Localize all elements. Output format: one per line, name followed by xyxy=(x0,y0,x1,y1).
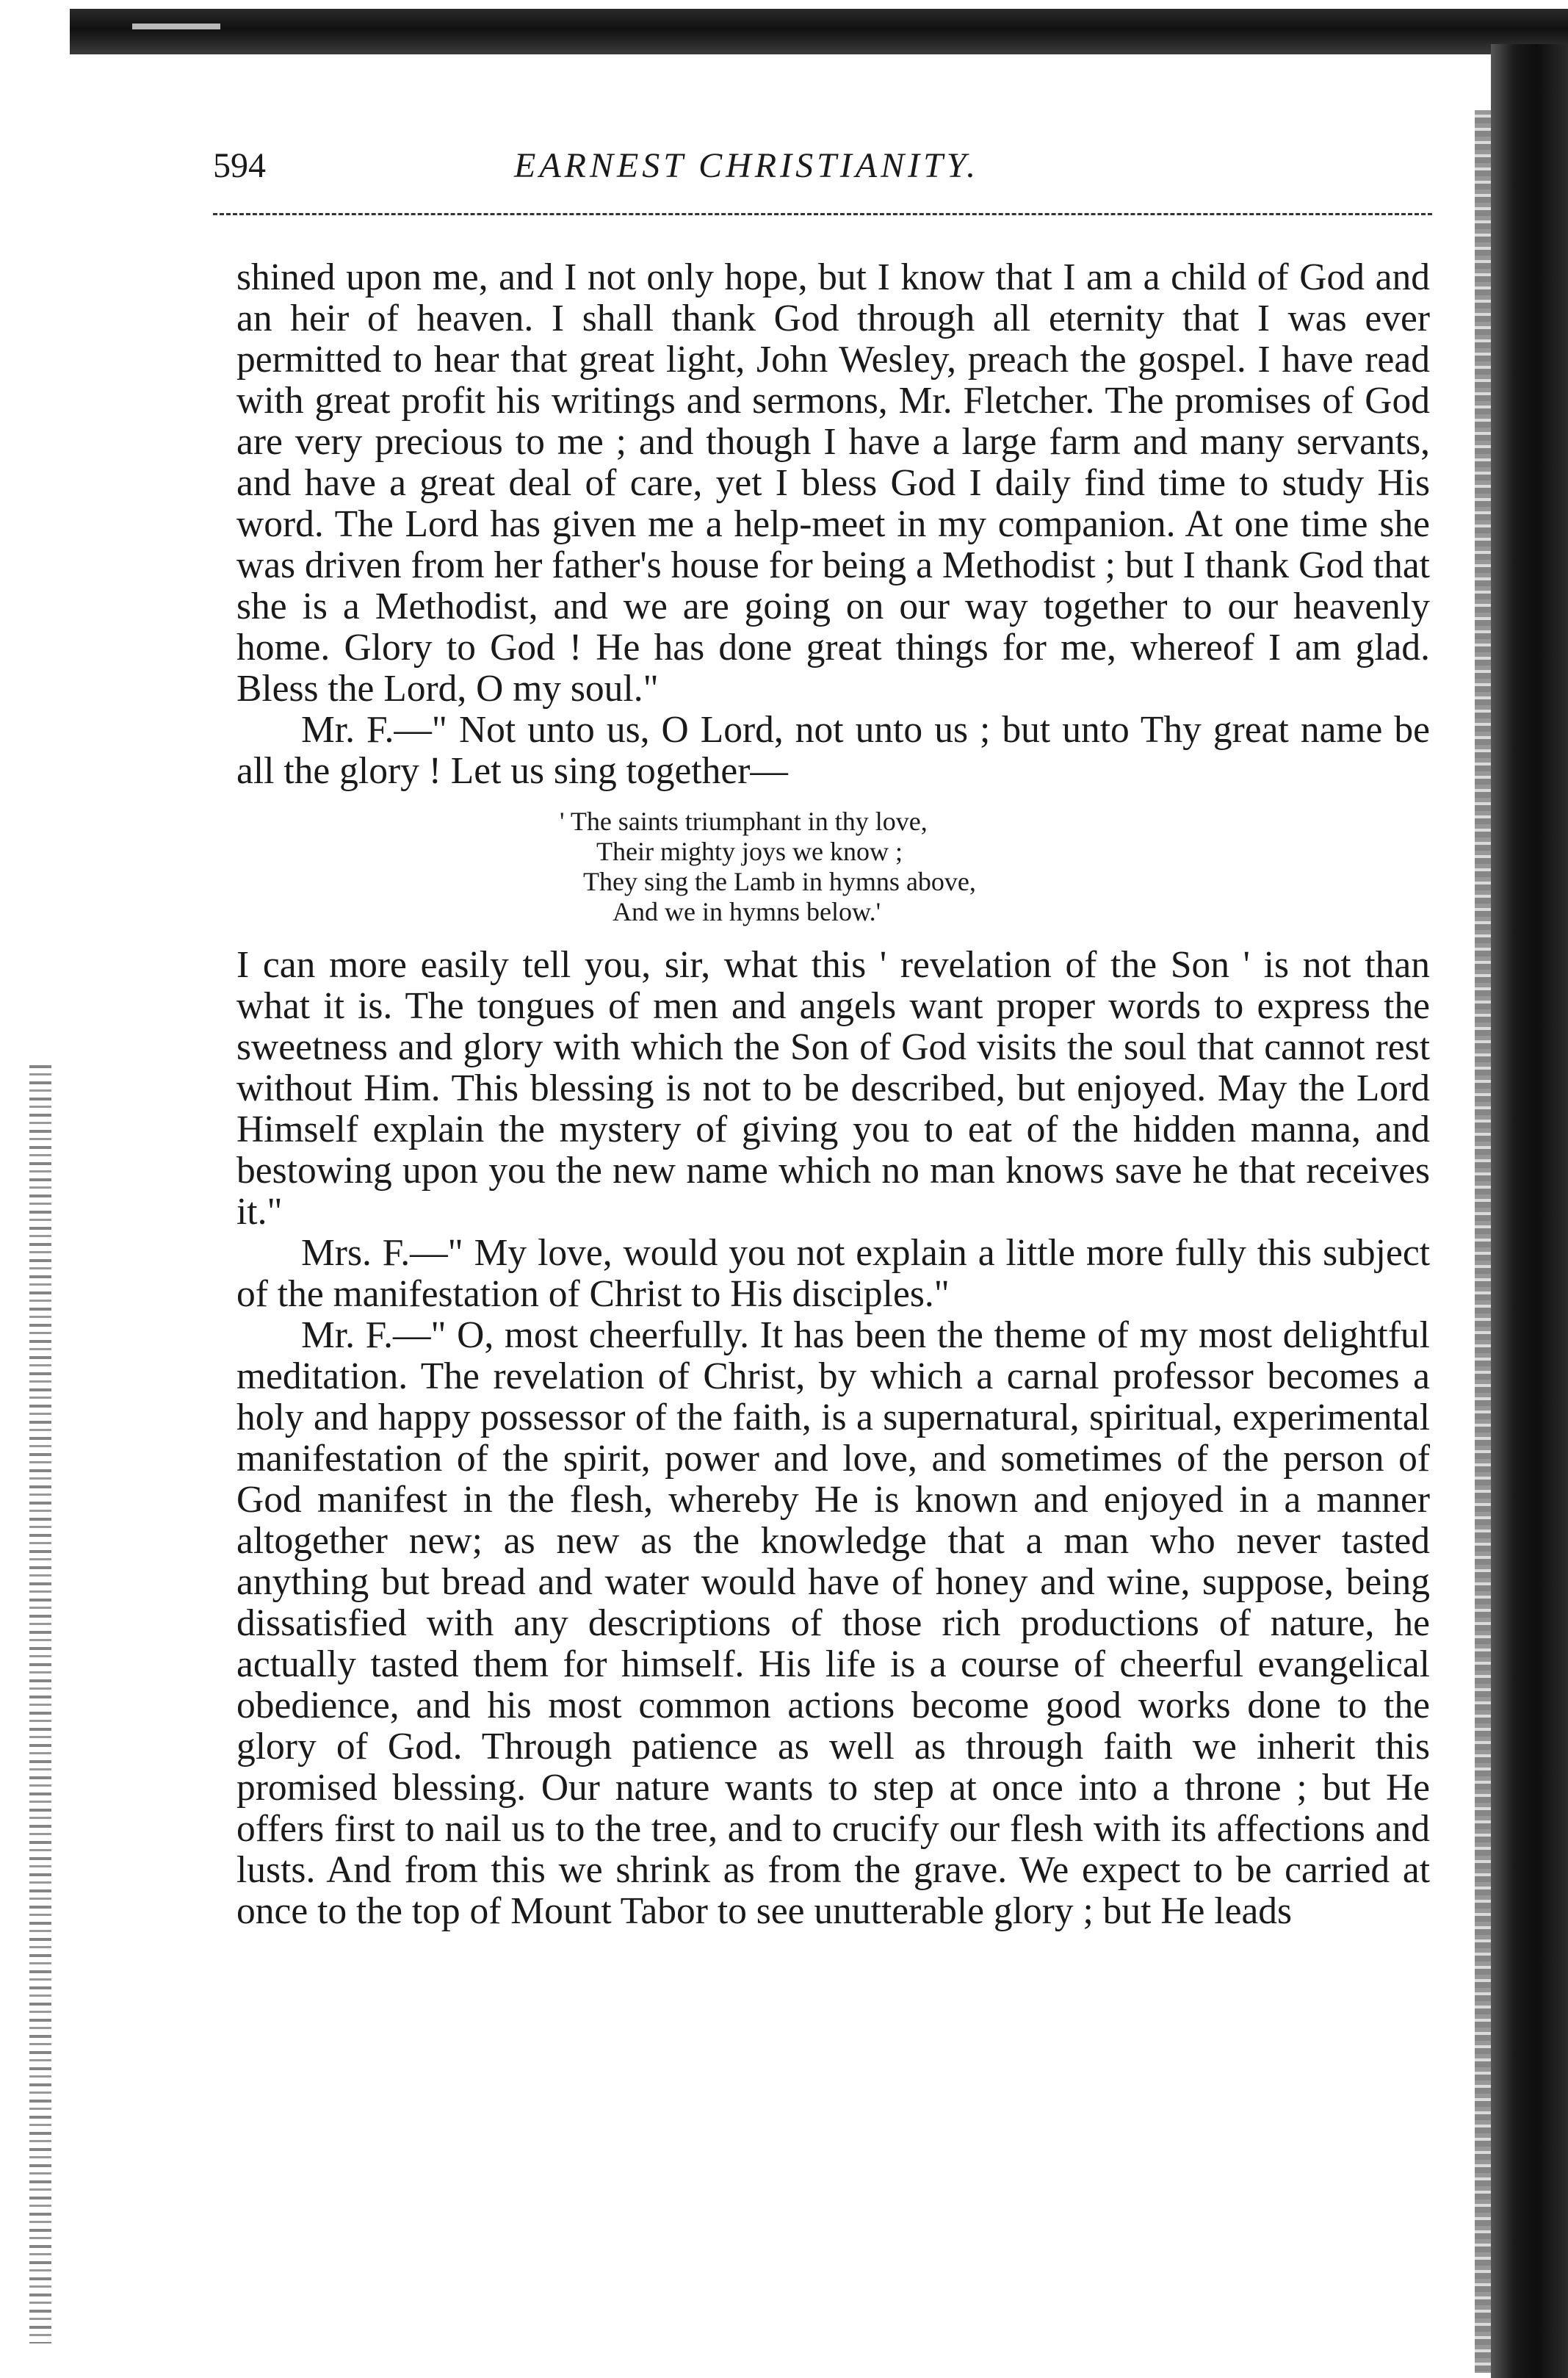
page-number: 594 xyxy=(213,146,266,185)
body-text xyxy=(236,257,1430,1932)
scan-top-edge-highlight xyxy=(132,24,220,29)
scan-binding-shadow xyxy=(1491,44,1568,2378)
verse-line: They sing the Lamb in hymns above, xyxy=(583,867,976,896)
verse-line: And we in hymns below.' xyxy=(613,897,881,926)
verse-line: ' The saints triumphant in thy love, xyxy=(560,807,928,836)
paragraph: Mr. F.—" O, most cheerfully. It has been the theme of my most delightful meditation. The revelation of Christ, by which a carnal professor becomes a holy and happy possessor of the faith, is a supernatural, spiritual, experimental manifestation of the spirit, power and love, and sometimes of the person of God manifest in the flesh, whereby He is known and enjoyed in a manner altogether new; as new as the knowledge that a man who never tasted anything but bread and water would have of honey and wine, suppose, being dissatisfied with any descriptions of those rich productions of nature, he actually tasted them for himself. His life is a course of cheerful evangelical obedience, and his most common actions become good works done to the glory of God. Through patience as well as through faith we inherit this promised blessing. Our nature wants to step at once into a throne ; but He offers first to nail us to the tree, and to crucify our flesh with its affections and lusts. And from this we shrink as from the grave. We expect to be carried at once to the top of Mount Tabor to see unutterable glory ; but He leads xyxy=(236,1314,1430,1932)
paragraph: shined upon me, and I not only hope, but I know that I am a child of God and an heir of heaven. I shall thank God through all eternity that I was ever permitted to hear that great light, John Wesley, preach the gospel. I have read with great profit his writings and sermons, Mr. Fletcher. The promises of God are very precious to me ; and though I have a large farm and many servants, and have a great deal of care, yet I bless God I daily find time to study His word. The Lord has given me a help-meet in my companion. At one time she was driven from her father's house for being a Methodist ; but I thank God that she is a Methodist, and we are going on our way together to our heavenly home. Glory to God ! He has done great things for me, whereof I am glad. Bless the Lord, O my soul." xyxy=(236,256,1430,710)
header-rule xyxy=(213,213,1432,215)
scan-top-edge xyxy=(70,9,1568,54)
hymn-verse xyxy=(236,807,1430,927)
scan-left-edge-marks xyxy=(29,1065,51,2343)
verse-line: Their mighty joys we know ; xyxy=(596,837,903,866)
paragraph: Mr. F.—" Not unto us, O Lord, not unto us ; but unto Thy great name be all the glory ! Let us sing together— xyxy=(236,709,1430,792)
page-header xyxy=(213,145,1432,204)
paragraph: I can more easily tell you, sir, what this ' revelation of the Son ' is not than what it is. The tongues of men and angels want proper words to express the sweetness and glory with which the Son of God visits the soul that cannot rest without Him. This blessing is not to be described, but enjoyed. May the Lord Himself explain the mystery of giving you to eat of the hidden manna, and bestowing upon you the new name which no man knows save he that receives it." xyxy=(236,944,1430,1233)
scan-binding-texture xyxy=(1475,110,1491,2373)
paragraph: Mrs. F.—" My love, would you not explain a little more fully this subject of the manifestation of Christ to His disciples." xyxy=(236,1232,1430,1315)
running-head: EARNEST CHRISTIANITY. xyxy=(514,146,980,185)
